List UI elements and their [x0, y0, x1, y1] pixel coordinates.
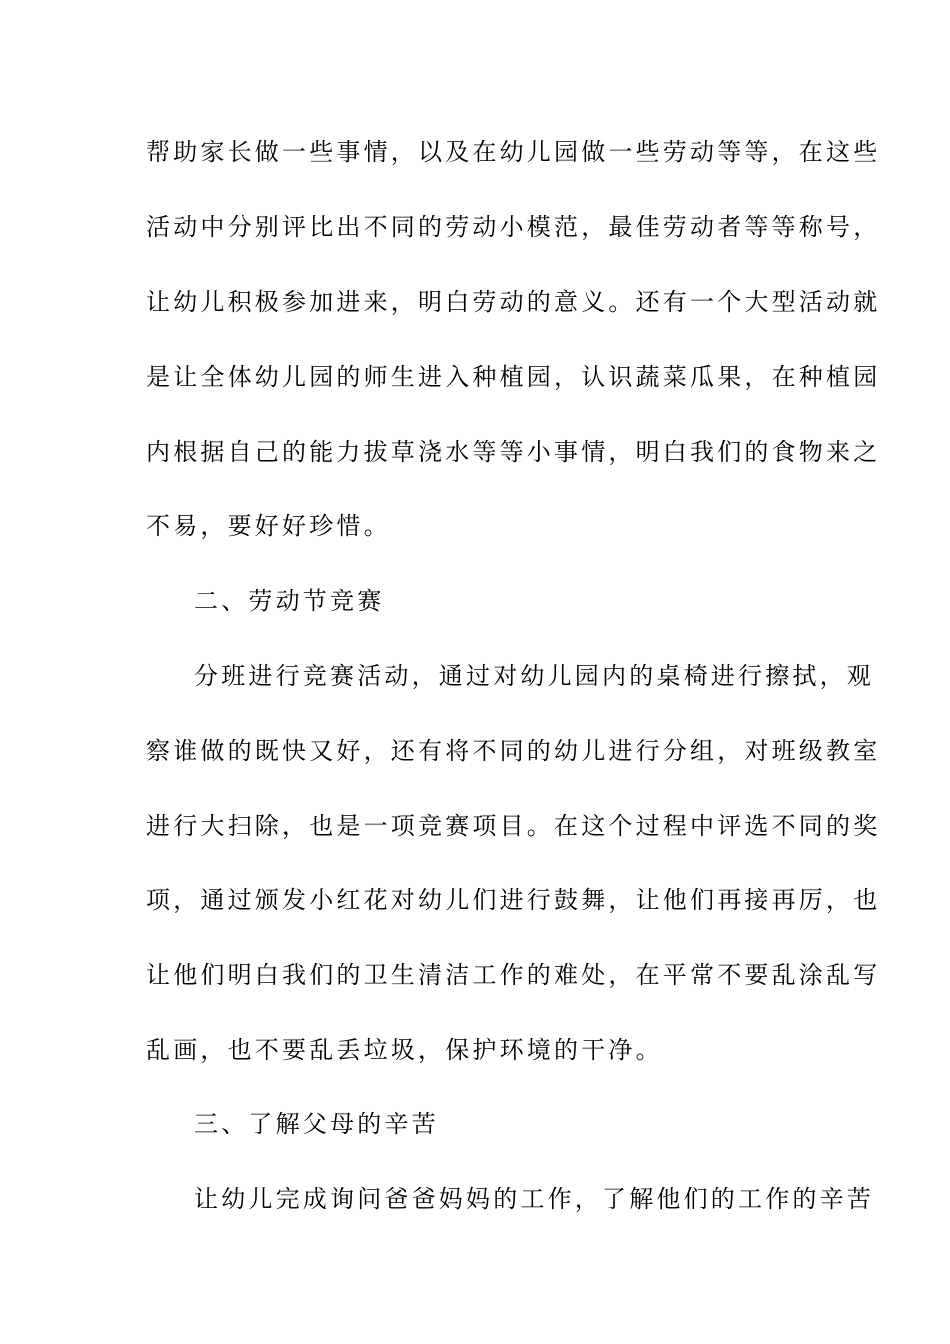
paragraph-line: 分班进行竞赛活动，通过对幼儿园内的桌椅进行擦拭，观	[194, 662, 874, 690]
section-heading: 三、了解父母的辛苦	[194, 1110, 439, 1138]
paragraph-line: 让幼儿完成询问爸爸妈妈的工作，了解他们的工作的辛苦	[194, 1185, 874, 1213]
paragraph-line: 帮助家长做一些事情，以及在幼儿园做一些劳动等等，在这些	[146, 138, 881, 166]
paragraph-line: 进行大扫除，也是一项竞赛项目。在这个过程中评选不同的奖	[146, 812, 881, 840]
paragraph-line: 项，通过颁发小红花对幼儿们进行鼓舞，让他们再接再厉，也	[146, 886, 881, 914]
paragraph-line: 让他们明白我们的卫生清洁工作的难处，在平常不要乱涂乱写	[146, 961, 881, 989]
paragraph-line: 察谁做的既快又好，还有将不同的幼儿进行分组，对班级教室	[146, 737, 881, 765]
paragraph-line: 不易，要好好珍惜。	[146, 512, 391, 540]
paragraph-line: 是让全体幼儿园的师生进入种植园，认识蔬菜瓜果，在种植园	[146, 363, 881, 391]
section-heading: 二、劳动节竞赛	[194, 587, 385, 615]
paragraph-line: 活动中分别评比出不同的劳动小模范，最佳劳动者等等称号，	[146, 213, 881, 241]
paragraph-line: 乱画，也不要乱丢垃圾，保护环境的干净。	[146, 1036, 663, 1064]
paragraph-line: 内根据自己的能力拔草浇水等等小事情，明白我们的食物来之	[146, 438, 881, 466]
paragraph-line: 让幼儿积极参加进来，明白劳动的意义。还有一个大型活动就	[146, 288, 881, 316]
